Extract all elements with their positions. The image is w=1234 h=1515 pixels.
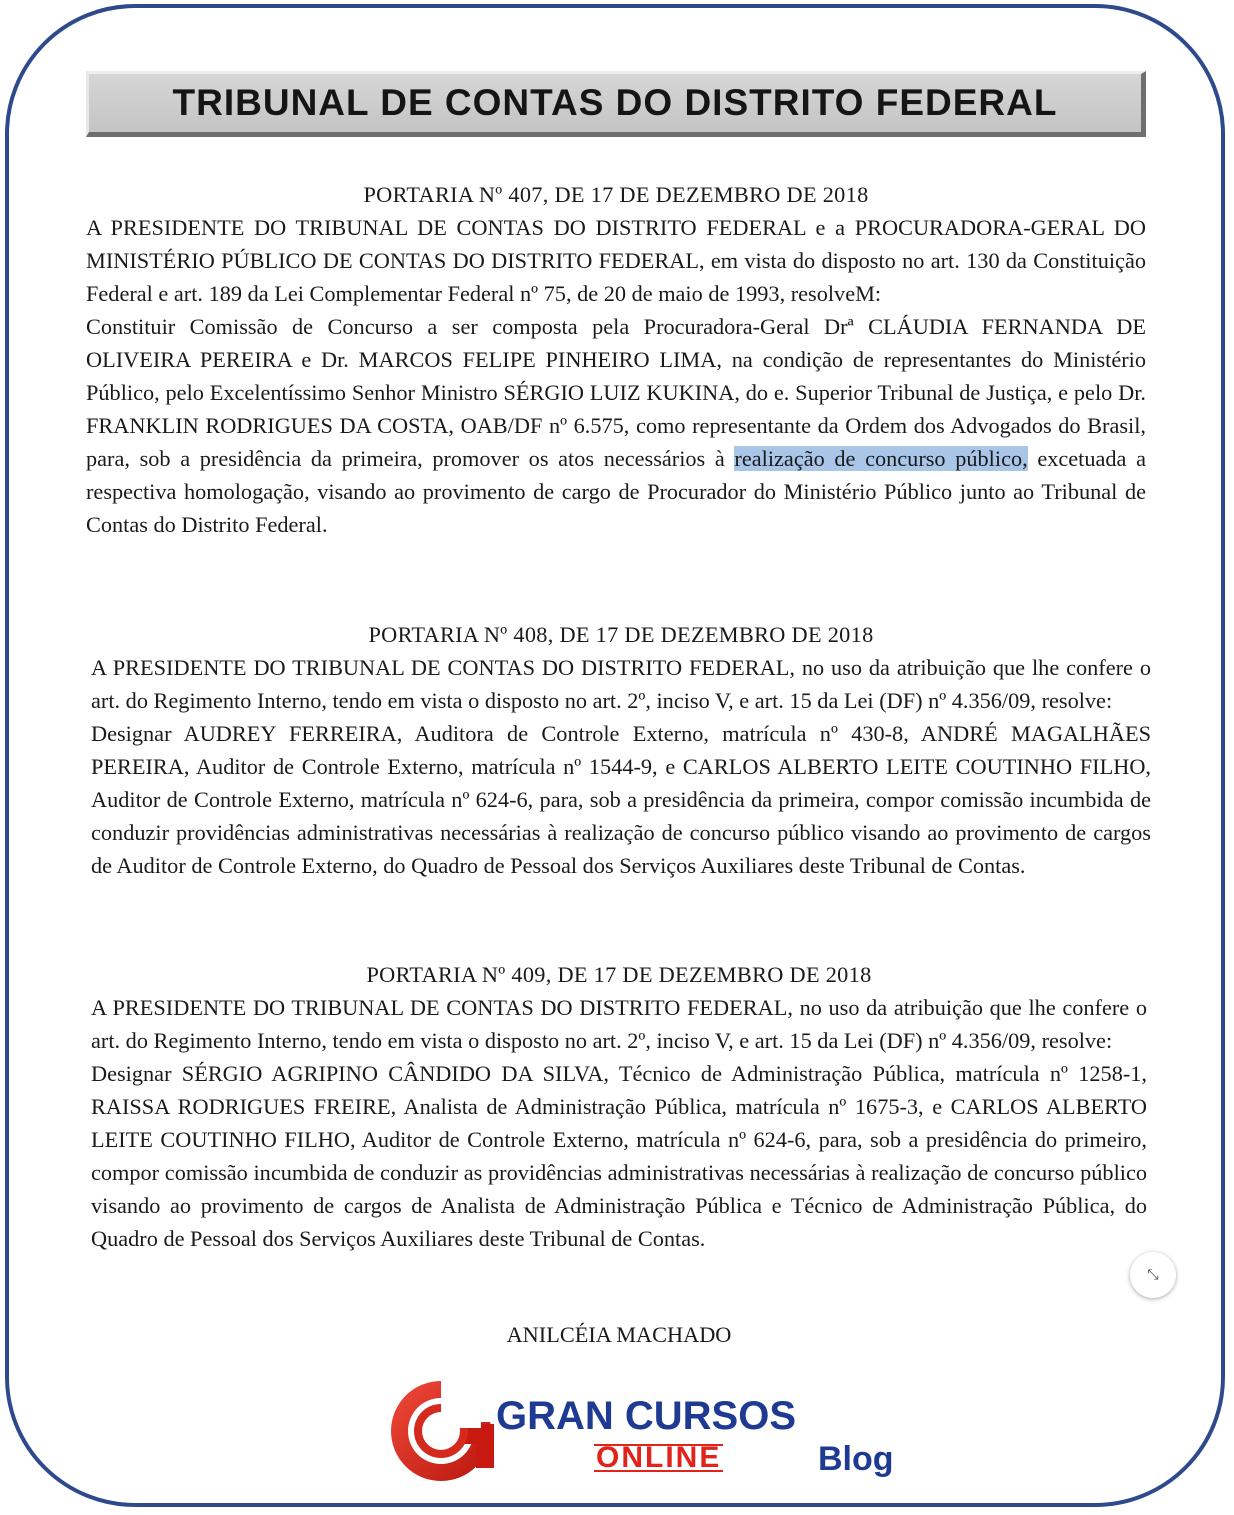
portaria-title: PORTARIA Nº 408, DE 17 DE DEZEMBRO DE 2018 [368,622,874,647]
collapse-button[interactable] [1130,1252,1176,1298]
portaria-title: PORTARIA Nº 409, DE 17 DE DEZEMBRO DE 2018 [366,962,872,987]
gran-cursos-logo [388,1378,908,1488]
portaria-body [86,310,1146,541]
logo-blog: Blog [818,1440,894,1478]
portaria-body: Designar AUDREY FERREIRA, Auditora de Controle Externo, matrícula nº 430-8, ANDRÉ MAGALHÃES PEREIRA, Auditor de Controle Externo, matrícula nº 1544-9, e CARLOS ALBERTO LEITE COUTINHO FILHO, Auditor de Controle Externo, matrícula nº 624-6, para, sob a presidência da primeira, compor comissão incumbida de conduzir providências administrativas necessárias à realização de concurso público visando ao provimento de cargos de Auditor de Controle Externo, do Quadro de Pessoal dos Serviços Auxiliares deste Tribunal de Contas. [91,721,1151,878]
collapse-arrows-icon: ⤡ [1147,1267,1159,1283]
portaria-title: PORTARIA Nº 407, DE 17 DE DEZEMBRO DE 2018 [363,182,869,207]
portaria-408 [91,618,1151,882]
gran-g-logo-icon [388,1378,500,1484]
body-text: excetuada a respectiva homologação, visando ao provimento de cargo de Procurador do Ministério Público junto ao Tribunal de Contas do Distrito Federal. [86,446,1146,537]
logo-line1: GRAN CURSOS [496,1394,797,1438]
portaria-intro: A PRESIDENTE DO TRIBUNAL DE CONTAS DO DISTRITO FEDERAL, no uso da atribuição que lhe confere o art. do Regimento Interno, tendo em vista o disposto no art. 2º, inciso V, e art. 15 da Lei (DF) nº 4.356/09, resolve: [91,655,1151,713]
page-title: TRIBUNAL DE CONTAS DO DISTRITO FEDERAL [172,82,1058,123]
header-banner [86,71,1146,137]
portaria-body: Designar SÉRGIO AGRIPINO CÂNDIDO DA SILVA, Técnico de Administração Pública, matrícula nº 1258-1, RAISSA RODRIGUES FREIRE, Analista de Administração Pública, matrícula nº 1675-3, e CARLOS ALBERTO LEITE COUTINHO FILHO, Auditor de Controle Externo, matrícula nº 624-6, para, sob a presidência do primeiro, compor comissão incumbida de conduzir as providências administrativas necessárias à realização de concurso público visando ao provimento de cargos de Analista de Administração Pública e Técnico de Administração Pública, do Quadro de Pessoal dos Serviços Auxiliares deste Tribunal de Contas. [91,1061,1147,1251]
portaria-409 [91,958,1147,1255]
signature: ANILCÉIA MACHADO [506,1322,732,1347]
portaria-intro: A PRESIDENTE DO TRIBUNAL DE CONTAS DO DISTRITO FEDERAL, no uso da atribuição que lhe confere o art. do Regimento Interno, tendo em vista o disposto no art. 2º, inciso V, e art. 15 da Lei (DF) nº 4.356/09, resolve: [91,995,1147,1053]
portaria-407 [86,178,1146,541]
logo-line2: ONLINE [596,1441,722,1474]
body-text: Constituir Comissão de Concurso a ser composta pela Procuradora-Geral Drª CLÁUDIA FERNANDA DE OLIVEIRA PEREIRA e Dr. MARCOS FELIPE PINHEIRO LIMA, na condição de representantes do Ministério Público, pelo Excelentíssimo Senhor Ministro SÉRGIO LUIZ KUKINA, do e. Superior Tribunal de Justiça, e pelo Dr. FRANKLIN RODRIGUES DA COSTA, OAB/DF nº 6.575, como representante da Ordem dos Advogados do Brasil, para, sob a presidência da primeira, promover os atos necessários à [86,314,1146,471]
portaria-intro: A PRESIDENTE DO TRIBUNAL DE CONTAS DO DISTRITO FEDERAL e a PROCURADORA-GERAL DO MINISTÉRIO PÚBLICO DE CONTAS DO DISTRITO FEDERAL, em vista do disposto no art. 130 da Constituição Federal e art. 189 da Lei Complementar Federal nº 75, de 20 de maio de 1993, resolveM: [86,215,1146,306]
highlighted-text[interactable]: realização de concurso público, [734,446,1028,471]
